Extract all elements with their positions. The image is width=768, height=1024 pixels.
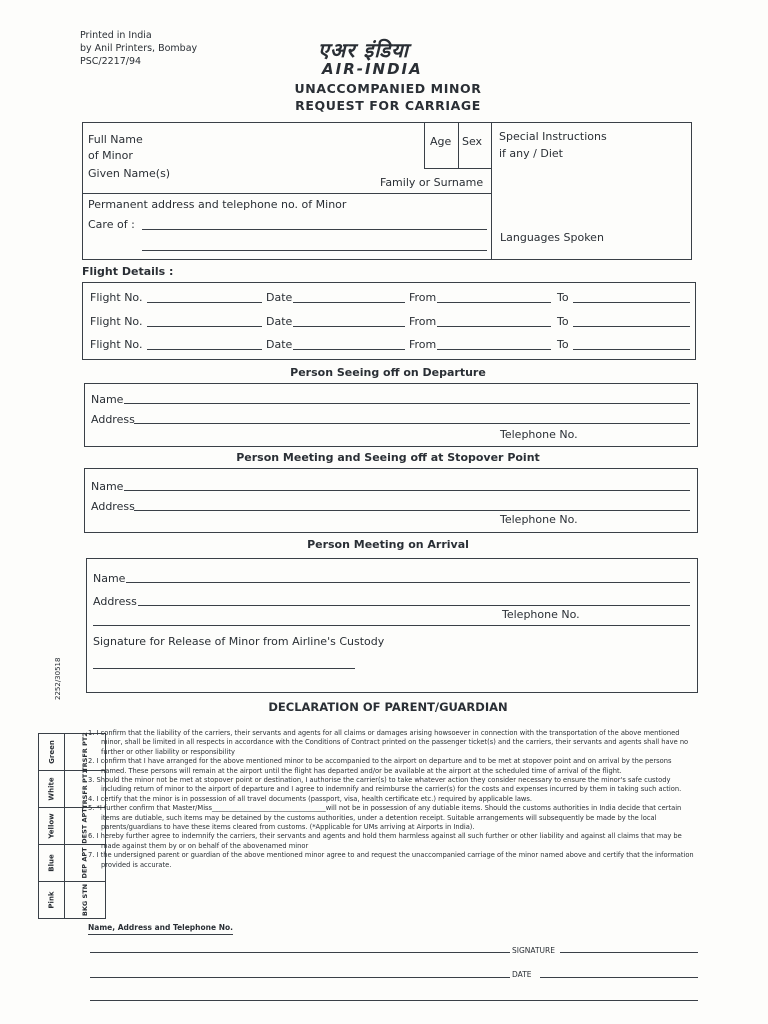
stopover-heading: Person Meeting and Seeing off at Stopover Point (236, 451, 540, 464)
flight-from-label: From (409, 315, 437, 328)
flight-to-field[interactable] (573, 349, 690, 350)
departure-telephone-label: Telephone No. (500, 428, 578, 441)
copy-code-label: TRSFR PT2 (81, 732, 90, 772)
declaration-heading: DECLARATION OF PARENT/GUARDIAN (268, 700, 508, 714)
declaration-item-3: 3. Should the minor not be met at stopover point or destination, I authorise the carrier(s) to take whatever action they consider necessary to ensure the minor's safe custody including return of minor to the airport of departure and I agree to indemnify and reimburse the carrier(s) for the costs and expenses incurred by them in taking such action. (88, 776, 682, 794)
flight-date-field[interactable] (293, 326, 405, 327)
form-title-line2: REQUEST FOR CARRIAGE (295, 98, 481, 113)
flight-date-field[interactable] (293, 349, 405, 350)
stopover-telephone-label: Telephone No. (500, 513, 578, 526)
signature-release-line[interactable] (93, 668, 355, 669)
flight-to-label: To (557, 315, 569, 328)
departure-heading: Person Seeing off on Departure (290, 366, 486, 379)
flight-to-label: To (557, 291, 569, 304)
copy-color-label: Green (47, 740, 56, 764)
flight-to-field[interactable] (573, 326, 690, 327)
departure-name-label: Name (91, 393, 124, 406)
declaration-item-6: 6. I hereby further agree to indemnify the carriers, their servants and agents and hold them harmless against all such further or other liability and against all claims that may be made against them by or on behalf of the abovenamed minor (88, 832, 682, 850)
languages-spoken-label: Languages Spoken (500, 231, 604, 244)
form-code: PSC/2217/94 (80, 56, 142, 67)
copy-strip-row (39, 882, 106, 919)
stopover-name-line[interactable] (124, 490, 690, 491)
copy-color-label: White (47, 777, 56, 801)
flight-flight-no-label: Flight No. (90, 338, 143, 351)
flight-date-label: Date (266, 291, 293, 304)
guardian-details-line-3[interactable] (90, 1000, 698, 1001)
sex-label: Sex (462, 135, 483, 148)
signature-line[interactable] (560, 952, 698, 953)
name-address-phone-label: Name, Address and Telephone No. (88, 923, 233, 932)
diet-label: if any / Diet (499, 147, 563, 160)
stopover-address-label: Address (91, 500, 135, 513)
copy-code-label: TRSFR PT1 (81, 769, 90, 809)
departure-address-label: Address (91, 413, 135, 426)
copy-code-label: BKG STN (81, 883, 90, 917)
arrival-address-line[interactable] (138, 605, 690, 606)
family-name-label: Family or Surname (380, 176, 484, 189)
flight-flight-no-field[interactable] (147, 349, 262, 350)
arrival-address-label: Address (93, 595, 137, 608)
age-label: Age (430, 135, 452, 148)
signature-label: SIGNATURE (512, 946, 555, 955)
airline-logo-english: AIR-INDIA (322, 60, 423, 78)
flight-to-label: To (557, 338, 569, 351)
departure-name-line[interactable] (124, 403, 690, 404)
given-names-label: Given Name(s) (88, 167, 171, 180)
printed-in-text: Printed in India (80, 30, 152, 41)
stopover-box (84, 468, 698, 533)
departure-address-line[interactable] (134, 423, 690, 424)
arrival-name-label: Name (93, 572, 126, 585)
address-line[interactable] (142, 250, 487, 251)
flight-flight-no-label: Flight No. (90, 315, 143, 328)
flight-date-label: Date (266, 315, 293, 328)
flight-date-label: Date (266, 338, 293, 351)
of-minor-label: of Minor (88, 149, 133, 162)
flight-from-field[interactable] (437, 349, 551, 350)
care-of-line[interactable] (142, 229, 487, 230)
permanent-address-label: Permanent address and telephone no. of Minor (88, 198, 347, 211)
flight-date-field[interactable] (293, 302, 405, 303)
care-of-label: Care of : (88, 218, 135, 231)
declaration-item-5: 5. *I further confirm that Master/Miss__________________________________will not be in possession of any dutiable items. Should the customs authorities in India decide that certain items are dutiable, such items may be detained by the customs authorities, under a detention receipt. Suitable arrangements will subsequently be made by the local parents/guardians to have these items cleared from customs. (*Applicable for UMs arriving at Airports in India). (88, 804, 682, 832)
stopover-address-line[interactable] (134, 510, 690, 511)
declaration-item-1: 1. I confirm that the liability of the carriers, their servants and agents for all claims or damages arising howsoever in connection with the transportation of the above mentioned minor, shall be limited in all respects in accordance with the Conditions of Contract printed on the passenger ticket(s) and the carriers, their servants and agents shall have no further or other liability or responsibility (88, 729, 689, 756)
flight-to-field[interactable] (573, 302, 690, 303)
date-line[interactable] (540, 977, 698, 978)
flight-flight-no-field[interactable] (147, 302, 262, 303)
form-title-line1: UNACCOMPANIED MINOR (294, 81, 482, 96)
flight-flight-no-label: Flight No. (90, 291, 143, 304)
arrival-name-line[interactable] (126, 582, 690, 583)
guardian-details-line-2[interactable] (90, 977, 510, 978)
copy-code-label: DEP APT (81, 847, 90, 879)
full-name-label: Full Name (88, 133, 143, 146)
arrival-telephone-label: Telephone No. (502, 608, 580, 621)
declaration-item-7: 7. I the undersigned parent or guardian of the above mentioned minor agree to and request the unaccompanied carriage of the minor named above and certify that the information provided is accurate. (88, 851, 694, 869)
signature-release-label: Signature for Release of Minor from Airline's Custody (93, 635, 385, 648)
declaration-item-2: 2. I confirm that I have arranged for the above mentioned minor to be accompanied to the airport on departure and to be met at stopover point and on arrival by the persons named. These persons will remain at the airport until the flight has departed and/or be available at the airport at the scheduled time of arrival of the flight. (88, 757, 672, 775)
special-instructions-label: Special Instructions (499, 130, 607, 143)
flight-from-field[interactable] (437, 326, 551, 327)
declaration-item-4: 4. I certify that the minor is in possession of all travel documents (passport, visa, health certificate etc.) required by applicable laws. (88, 794, 533, 803)
airline-logo-hindi: एअर इंडिया (318, 38, 409, 62)
copy-color-label: Yellow (47, 813, 56, 839)
guardian-details-line-1[interactable] (90, 952, 510, 953)
flight-from-label: From (409, 338, 437, 351)
declaration-text (88, 729, 698, 870)
copy-color-label: Blue (47, 854, 56, 872)
departure-box (84, 383, 698, 447)
arrival-heading: Person Meeting on Arrival (307, 538, 469, 551)
flight-from-label: From (409, 291, 437, 304)
stopover-name-label: Name (91, 480, 124, 493)
printer-text: by Anil Printers, Bombay (80, 43, 198, 54)
copy-code-label: DEST APT (81, 808, 90, 844)
flight-from-field[interactable] (437, 302, 551, 303)
copy-color-label: Pink (47, 891, 56, 909)
flight-flight-no-field[interactable] (147, 326, 262, 327)
arrival-extra-line[interactable] (93, 625, 690, 626)
date-label: DATE (512, 970, 532, 979)
side-code: 2252/30518 (54, 657, 62, 700)
flight-details-heading: Flight Details : (82, 265, 174, 278)
